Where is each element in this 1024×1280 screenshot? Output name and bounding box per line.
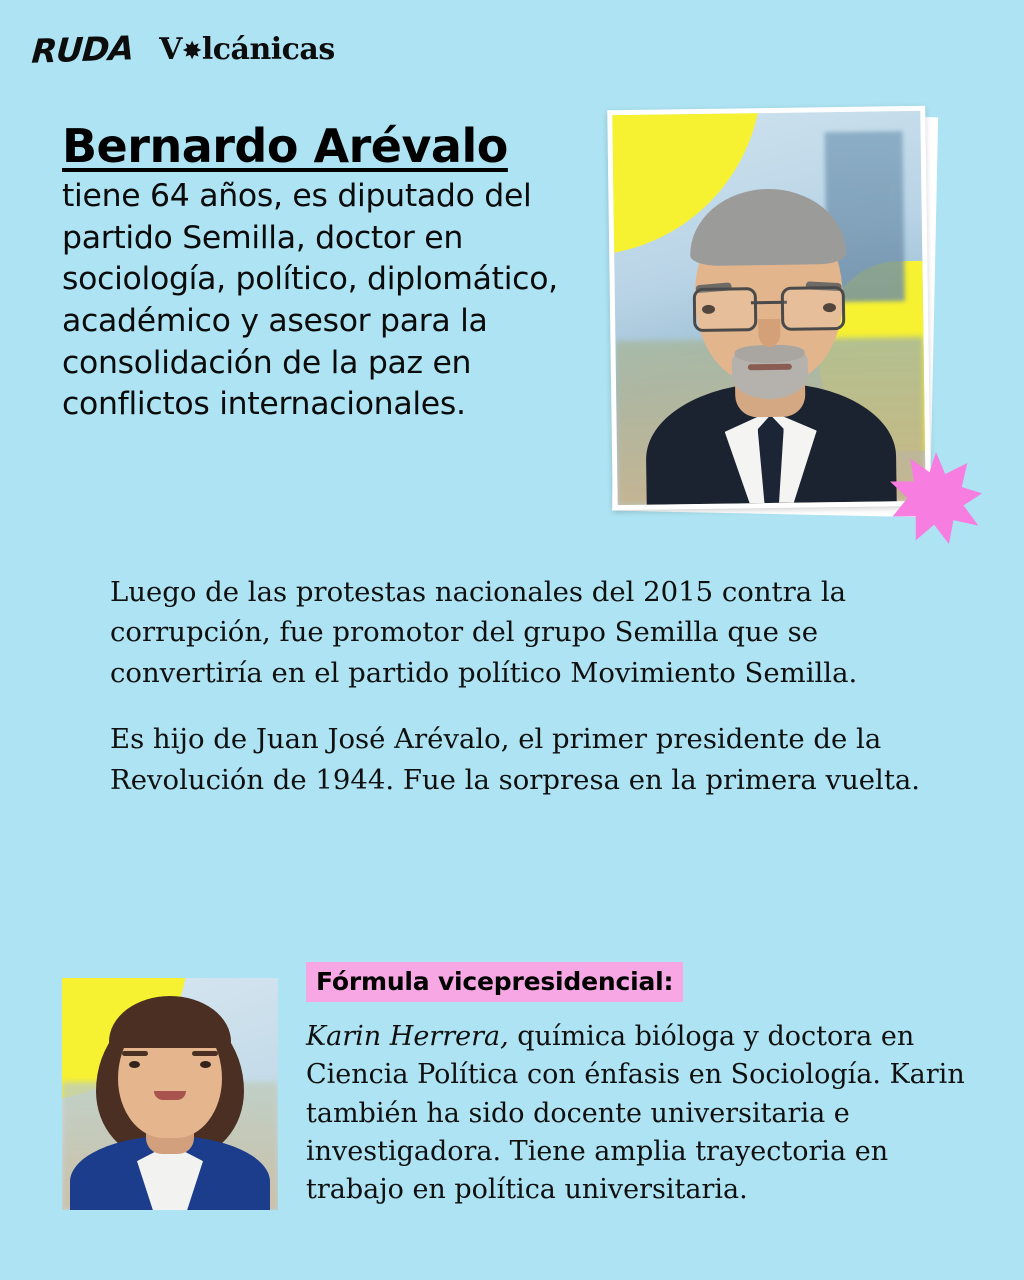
volcanicas-logo-suffix: lcánicas bbox=[201, 32, 335, 67]
portrait-hair bbox=[689, 188, 846, 266]
photo-image bbox=[612, 111, 925, 505]
vp-name: Karin Herrera, bbox=[306, 1021, 509, 1052]
vp-mouth bbox=[154, 1091, 186, 1100]
biography-paragraph-2: Es hijo de Juan José Arévalo, el primer presidente de la Revolución de 1944. Fue la sorpresa en la primera vuelta. bbox=[110, 723, 921, 796]
brand-bar bbox=[32, 30, 335, 69]
vp-heading: Fórmula vicepresidencial: bbox=[306, 962, 683, 1002]
photo-frame bbox=[607, 106, 931, 510]
vp-description-text: química bióloga y doctora en Ciencia Política con énfasis en Sociología. Karin también ha sido docente universitaria e investigadora. Tiene amplia trayectoria en trabajo en política universitaria. bbox=[306, 1021, 965, 1206]
ruda-logo: RUDA bbox=[30, 28, 135, 71]
glasses-lens-right bbox=[781, 286, 846, 331]
vp-hair-top bbox=[109, 996, 231, 1048]
candidate-intro bbox=[62, 119, 582, 426]
vp-eye-left bbox=[129, 1061, 140, 1068]
vp-brow-left bbox=[122, 1051, 148, 1056]
glasses-icon bbox=[693, 286, 846, 328]
vp-section bbox=[306, 962, 966, 1210]
volcanicas-logo bbox=[159, 32, 335, 67]
candidate-photo bbox=[610, 108, 928, 508]
biography-text bbox=[110, 572, 940, 826]
candidate-intro-text: tiene 64 años, es diputado del partido Semilla, doctor en sociología, político, diplomático, académico y asesor para la consolidación de la paz en conflictos internacionales. bbox=[62, 178, 558, 423]
portrait-figure bbox=[642, 171, 897, 504]
page-title: Bernardo Arévalo bbox=[62, 119, 508, 173]
vp-photo bbox=[62, 978, 278, 1210]
biography-paragraph-1: Luego de las protestas nacionales del 2015 contra la corrupción, fue promotor del grupo Semilla que se convertiría en el partido político Movimiento Semilla. bbox=[110, 576, 858, 689]
glasses-lens-left bbox=[693, 287, 758, 332]
portrait-mouth bbox=[748, 364, 792, 371]
vp-description bbox=[306, 1018, 966, 1210]
vp-portrait-figure bbox=[75, 995, 265, 1210]
vp-brow-right bbox=[192, 1051, 218, 1056]
volcanicas-logo-prefix: V bbox=[159, 32, 182, 67]
vp-eye-right bbox=[200, 1061, 211, 1068]
star-icon: ✸ bbox=[182, 38, 201, 64]
